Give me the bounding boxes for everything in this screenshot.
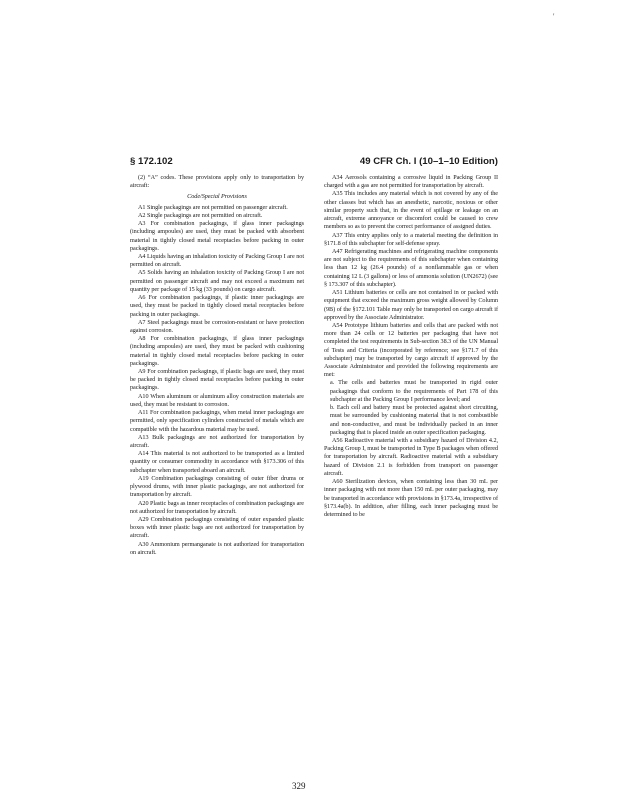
table-heading: Code/Special Provisions xyxy=(187,193,247,201)
corner-mark: ' xyxy=(553,12,555,21)
provision-a11: A11 For combination packagings, when metal inner packagings are permitted, only specification cylinders constructed of metals which are compatible with the hazardous material may be used. xyxy=(130,409,304,433)
provision-a7: A7 Steel packagings must be corrosion-resistant or have protection against corrosion. xyxy=(130,318,304,334)
provision-a35: A35 This includes any material which is not covered by any of the other classes but which has an anesthetic, narcotic, noxious or other similar property such that, in the event of spillage or leakage on an aircraft, extreme annoyance or discomfort could be caused to crew members so as to prevent the correct performance of assigned duties. xyxy=(324,190,498,231)
intro-paragraph: (2) “A” codes. These provisions apply only to transportation by aircraft: xyxy=(130,174,304,190)
provision-a20: A20 Plastic bags as inner receptacles of combination packagings are not authorized for transportation by aircraft. xyxy=(130,499,304,515)
provision-a1: A1 Single packagings are not permitted on passenger aircraft. xyxy=(138,203,288,211)
provision-a34: A34 Aerosols containing a corrosive liquid in Packing Group II charged with a gas are not permitted for transportation by aircraft. xyxy=(324,174,498,190)
section-reference: § 172.102 xyxy=(130,156,173,167)
provision-a4: A4 Liquids having an inhalation toxicity of Packing Group I are not permitted on aircraft. xyxy=(130,252,304,269)
provision-a30: A30 Ammonium permanganate is not authorized for transportation on aircraft. xyxy=(130,540,304,556)
provision-a54-item-b: b. Each cell and battery must be protected against short circuiting, must be surrounded by cushioning material that is not combustible and non-conductive, and must be individually packed in an inner packaging that is placed inside an outer specification packaging. xyxy=(330,404,498,436)
provision-a10: A10 When aluminum or aluminum alloy construction materials are used, they must be resistant to corrosion. xyxy=(130,392,304,408)
title-reference: 49 CFR Ch. I (10–1–10 Edition) xyxy=(359,156,498,167)
provision-a6: A6 For combination packagings, if plastic inner packagings are used, they must be packed in tightly closed metal receptacles before packing in outer packagings. xyxy=(130,294,304,318)
provision-a5: A5 Solids having an inhalation toxicity of Packing Group I are not permitted on passenger aircraft and may not exceed a maximum net quantity per package of 15 kg (33 pounds) on cargo aircraft. xyxy=(130,269,304,293)
left-column xyxy=(130,174,304,557)
provision-a3: A3 For combination packagings, if glass inner packagings (including ampoules) are used, they must be packed with absorbent material in tightly closed metal receptacles before packing in outer packagings. xyxy=(130,220,304,252)
provision-a8: A8 For combination packagings, if glass inner packagings (including ampoules) are used, they must be packed with cushioning material in tightly closed metal receptacles before packing in outer packagings. xyxy=(130,335,304,367)
provision-a54-item-a: a. The cells and batteries must be transported in rigid outer packagings that conform to the requirements of Part 178 of this subchapter at the Packing Group I performance level; and xyxy=(330,379,498,403)
right-column xyxy=(324,174,498,519)
running-header xyxy=(130,156,498,170)
provision-a14: A14 This material is not authorized to be transported as a limited quantity or consumer commodity in accordance with §173.306 of this subchapter when transported aboard an aircraft. xyxy=(130,450,304,474)
page-number: 329 xyxy=(292,781,306,791)
provision-a54: A54 Prototype lithium batteries and cells that are packed with not more than 24 cells or 12 batteries per packaging that have not completed the test requirements in Sub-section 38.3 of the UN Manual of Tests and Criteria (incorporated by reference; see §171.7 of this subchapter) may be transported by cargo aircraft if approved by the Associate Administrator and provided the following requirements are met: xyxy=(324,321,498,379)
provision-a56: A56 Radioactive material with a subsidiary hazard of Division 4.2, Packing Group I, must be transported in Type B packages when offered for transportation by aircraft. Radioactive material with a subsidiary hazard of Division 2.1 is forbidden from transport on passenger aircraft. xyxy=(324,437,498,477)
provision-a37: A37 This entry applies only to a material meeting the definition in §171.8 of this subchapter for self-defense spray. xyxy=(324,231,498,247)
provision-a9: A9 For combination packagings, if plastic bags are used, they must be packed in tightly closed metal receptacles before packing in outer packagings. xyxy=(130,368,304,392)
provision-a60: A60 Sterilization devices, when containing less than 30 mL per inner packaging with not more than 150 mL per outer packaging, may be transported in accordance with provisions in §173.4a, irrespective of §173.4a(b). In addition, after filling, each inner packaging must be determined to be xyxy=(324,478,498,518)
provision-a29: A29 Combination packagings consisting of outer expanded plastic boxes with inner plastic bags are not authorized for transportation by aircraft. xyxy=(130,515,304,540)
provision-a19: A19 Combination packagings consisting of outer fiber drums or plywood drums, with inner plastic packagings, are not authorized for transportation by aircraft. xyxy=(130,474,304,499)
provision-a47: A47 Refrigerating machines and refrigerating machine components are not subject to the requirements of this subchapter when containing less than 12 kg (26.4 pounds) of a nonflammable gas or when containing 12 L (3 gallons) or less of ammonia solution (UN2672) (see § 173.307 of this subchapter). xyxy=(324,247,498,288)
provision-a2: A2 Single packagings are not permitted on aircraft. xyxy=(138,211,263,219)
provision-a13: A13 Bulk packagings are not authorized for transportation by aircraft. xyxy=(130,433,304,449)
provision-a51: A51 Lithium batteries or cells are not contained in or packed with equipment that exceed the maximum gross weight allowed by Column (9B) of the §172.101 Table may only be transported on cargo aircraft if approved by the Associate Administrator. xyxy=(324,289,498,321)
